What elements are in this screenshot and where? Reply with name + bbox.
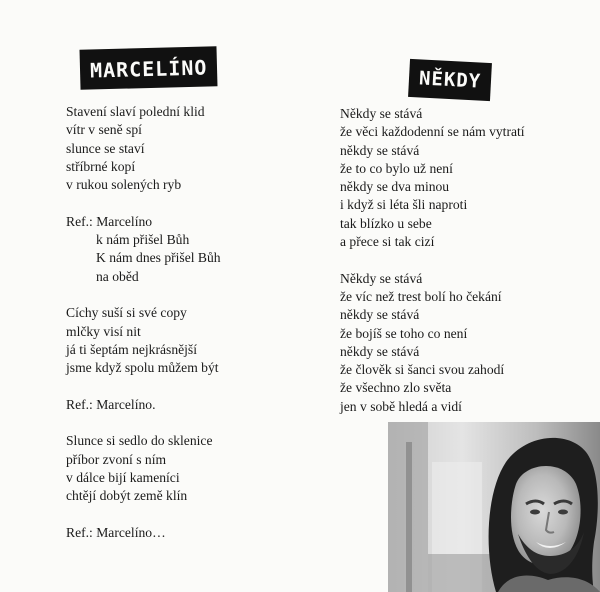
lyric-line: někdy se dva minou bbox=[340, 179, 450, 195]
lyric-line: že víc než trest bolí ho čekání bbox=[340, 288, 502, 304]
lyric-line: příbor zvoní s ním bbox=[66, 451, 167, 467]
lyric-line: Ref.: Marcelíno bbox=[66, 213, 153, 229]
lyric-line: jen v sobě hledá a vidí bbox=[340, 398, 462, 414]
stanza bbox=[340, 105, 525, 251]
lyric-line: někdy se stává bbox=[340, 142, 420, 158]
lyric-line: jsme když spolu můžem být bbox=[66, 360, 219, 376]
lyric-line: mlčky visí nit bbox=[66, 323, 141, 339]
lyric-line: Slunce si sedlo do sklenice bbox=[66, 433, 213, 449]
lyric-line: že člověk si šanci svou zahodí bbox=[340, 362, 505, 378]
lyric-line: někdy se stává bbox=[340, 307, 420, 323]
lyric-line: slunce se staví bbox=[66, 140, 145, 156]
refrain bbox=[66, 213, 221, 286]
lyric-line: Ref.: Marcelíno. bbox=[66, 396, 156, 412]
lyric-line: že všechno zlo světa bbox=[340, 380, 452, 396]
lyric-line: chtějí dobýt země klín bbox=[66, 488, 188, 504]
lyric-line: a přece si tak cizí bbox=[340, 234, 435, 250]
stanza bbox=[66, 432, 221, 505]
refrain bbox=[66, 524, 221, 542]
portrait-photo bbox=[388, 422, 600, 592]
lyric-line: že bojíš se toho co není bbox=[340, 325, 468, 341]
lyric-line: že věci každodenní se nám vytratí bbox=[340, 124, 525, 140]
lyric-line: v rukou solených ryb bbox=[66, 177, 182, 193]
lyric-line: že to co bylo už není bbox=[340, 160, 453, 176]
lyric-line: vítr v seně spí bbox=[66, 122, 142, 138]
lyric-line: tak blízko u sebe bbox=[340, 215, 432, 231]
stanza bbox=[340, 270, 525, 416]
stanza bbox=[66, 103, 221, 194]
song-title-nekdy: NĚKDY bbox=[408, 59, 492, 101]
lyrics-nekdy bbox=[340, 105, 525, 416]
lyric-line: Cíchy suší si své copy bbox=[66, 305, 187, 321]
lyric-line: K nám dnes přišel Bůh bbox=[96, 250, 221, 266]
lyric-line: stříbrné kopí bbox=[66, 158, 136, 174]
lyric-line: já ti šeptám nejkrásnější bbox=[66, 341, 197, 357]
lyric-line: Někdy se stává bbox=[340, 106, 423, 121]
lyric-line: v dálce bijí kameníci bbox=[66, 469, 180, 485]
lyrics-marcelino bbox=[66, 103, 221, 542]
refrain bbox=[66, 396, 221, 414]
lyric-line: Ref.: Marcelíno… bbox=[66, 524, 166, 540]
lyric-line: na oběd bbox=[96, 268, 139, 284]
stanza bbox=[66, 304, 221, 377]
lyric-line: Někdy se stává bbox=[340, 270, 423, 286]
lyric-line: k nám přišel Bůh bbox=[96, 232, 190, 248]
lyric-line: i když si léta šli naproti bbox=[340, 197, 468, 213]
lyric-line: někdy se stává bbox=[340, 343, 420, 359]
lyric-line: Stavení slaví polední klid bbox=[66, 104, 205, 119]
song-title-marcelino: MARCELÍNO bbox=[80, 46, 218, 90]
